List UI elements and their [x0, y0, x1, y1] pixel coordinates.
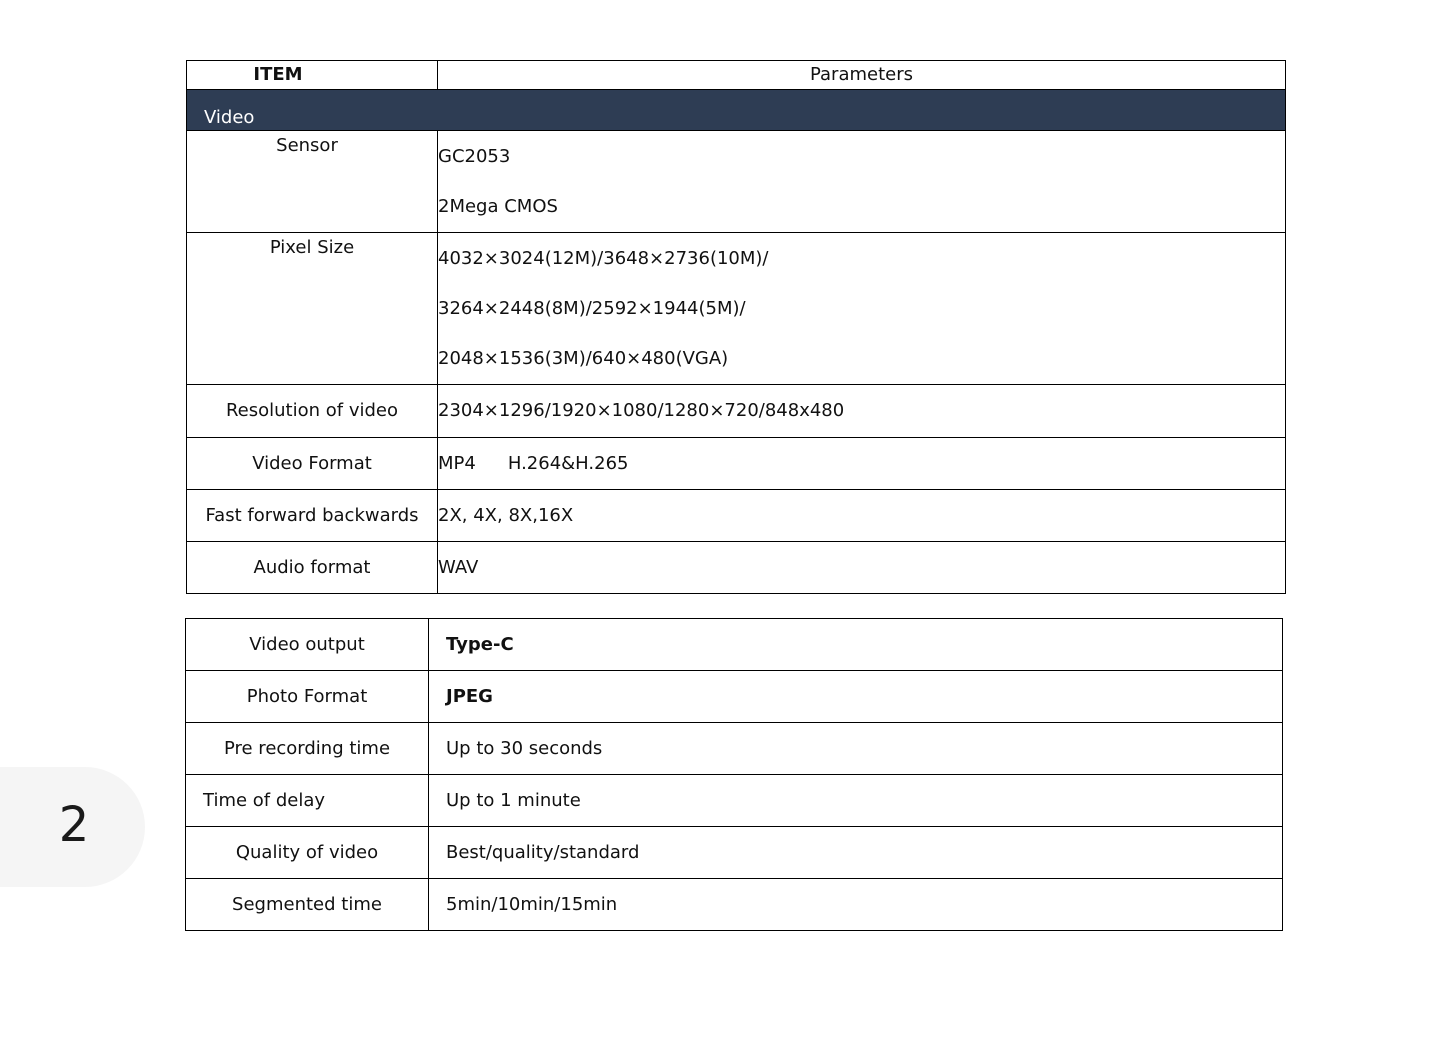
table-row: [187, 438, 1286, 490]
row-value-resolution: 2304×1296/1920×1080/1280×720/848x480: [438, 385, 1286, 438]
page-number: 2: [58, 797, 90, 853]
value-container: MP4: [438, 452, 476, 474]
value-line: 4032×3024(12M)/3648×2736(10M)/: [438, 247, 769, 269]
row-label-sensor: Sensor: [187, 131, 438, 233]
value-codec: H.264&H.265: [507, 452, 629, 474]
value-line: 2048×1536(3M)/640×480(VGA): [438, 347, 729, 369]
row-label-quality: Quality of video: [186, 827, 429, 879]
row-label-photo-format: Photo Format: [186, 671, 429, 723]
spec-table-video: [186, 60, 1286, 594]
row-value-video-output: Type-C: [429, 619, 1283, 671]
value-line: 3264×2448(8M)/2592×1944(5M)/: [438, 297, 746, 319]
row-value-photo-format: JPEG: [429, 671, 1283, 723]
table-row: [186, 723, 1283, 775]
row-label-fast-forward: Fast forward backwards: [187, 490, 438, 542]
table-row: [186, 775, 1283, 827]
row-value-audio-format: WAV: [438, 542, 1286, 594]
row-value-quality: Best/quality/standard: [429, 827, 1283, 879]
row-value-time-of-delay: Up to 1 minute: [429, 775, 1283, 827]
row-value-sensor: [438, 131, 1286, 233]
table-row: [187, 542, 1286, 594]
value-line: 2Mega CMOS: [438, 195, 558, 217]
row-label-pre-recording: Pre recording time: [186, 723, 429, 775]
table-header-row: [187, 61, 1286, 90]
row-value-video-format: [438, 438, 1286, 490]
table-row: [186, 671, 1283, 723]
row-value-fast-forward: 2X, 4X, 8X,16X: [438, 490, 1286, 542]
row-label-video-output: Video output: [186, 619, 429, 671]
table-row: [186, 619, 1283, 671]
row-label-resolution: Resolution of video: [187, 385, 438, 438]
table-row: [186, 827, 1283, 879]
table-row: [186, 879, 1283, 931]
table-row: [187, 131, 1286, 233]
header-parameters: Parameters: [438, 61, 1286, 90]
row-label-time-of-delay: Time of delay: [186, 775, 429, 827]
row-label-segmented-time: Segmented time: [186, 879, 429, 931]
row-label-audio-format: Audio format: [187, 542, 438, 594]
table-row: [187, 233, 1286, 385]
section-title-video: Video: [187, 90, 1286, 131]
table-row: [187, 385, 1286, 438]
table-row: [187, 490, 1286, 542]
row-value-pixel-size: [438, 233, 1286, 385]
value-line: GC2053: [438, 145, 511, 167]
header-item: ITEM: [187, 61, 438, 90]
row-label-video-format: Video Format: [187, 438, 438, 490]
section-header-row: [187, 90, 1286, 131]
row-value-segmented-time: 5min/10min/15min: [429, 879, 1283, 931]
row-value-pre-recording: Up to 30 seconds: [429, 723, 1283, 775]
spec-table-output: [185, 618, 1283, 931]
row-label-pixel-size: Pixel Size: [187, 233, 438, 385]
